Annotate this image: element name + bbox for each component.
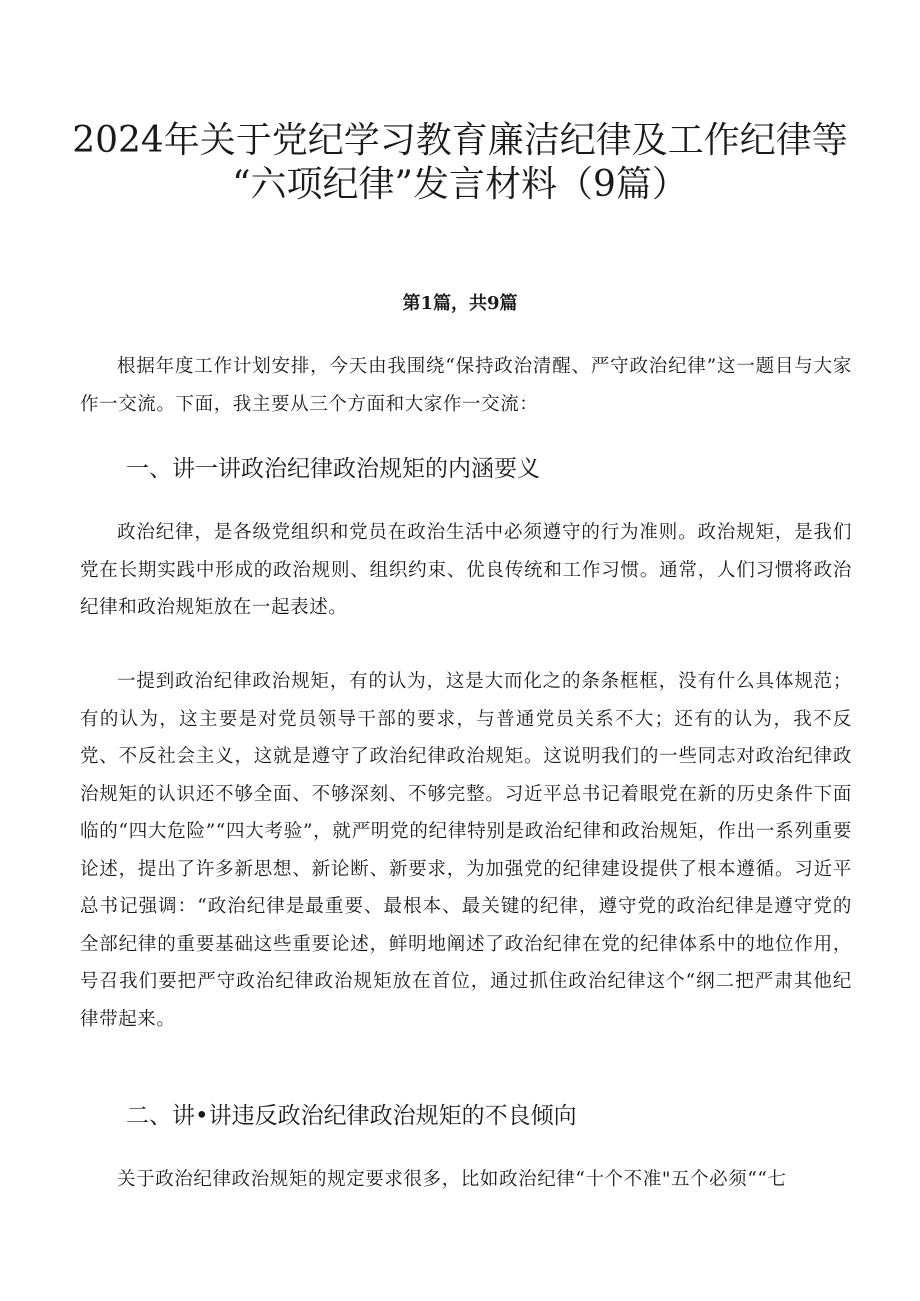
paragraph-discussion: 一提到政治纪律政治规矩，有的认为，这是大而化之的条条框框，没有什么具体规范；有的认为，这主要是对党员领导干部的要求，与普通党员关系不大；还有的认为，我不反党、不反社会主义，这就是遵守了政治纪律政治规矩。这说明我们的一些同志对政治纪律政治规矩的认识还不够全面、不够深刻、不够完整。习近平总书记着眼党在新的历史条件下面临的“四大危险”“四大考验”，就严明党的纪律特别是政治纪律和政治规矩，作出一系列重要论述，提出了许多新思想、新论断、新要求，为加强党的纪律建设提供了根本遵循。习近平总书记强调：“政治纪律是最重要、最根本、最关键的纪律，遵守党的政治纪律是遵守党的全部纪律的重要基础这些重要论述，鲜明地阐述了政治纪律在党的纪律体系中的地位作用，号召我们要把严守政治纪律政治规矩放在首位，通过抓住政治纪律这个“纲二把严肃其他纪律带起来。 bbox=[80, 671, 852, 1030]
document-title-line-2: “六项纪律”发言材料（9篇） bbox=[232, 164, 688, 205]
document-title-line-1: 2024年关于党纪学习教育廉洁纪律及工作纪律等 bbox=[72, 120, 848, 161]
paragraph-definition: 政治纪律，是各级党组织和党员在政治生活中必须遵守的行为准则。政治规矩，是我们党在长期实践中形成的政治规则、组织约束、优良传统和工作习惯。通常，人们习惯将政治纪律和政治规矩放在一起表述。 bbox=[80, 522, 852, 618]
paragraph-rules: 关于政治纪律政治规矩的规定要求很多，比如政治纪律“十个不准"五个必须““七 bbox=[117, 1169, 787, 1190]
paragraph-intro: 根据年度工作计划安排，今天由我围绕“保持政治清醒、严守政治纪律”这一题目与大家作一交流。下面，我主要从三个方面和大家作一交流： bbox=[80, 356, 852, 415]
section-heading-2: 二、讲•讲违反政治纪律政治规矩的不良倾向 bbox=[126, 1103, 577, 1129]
part-label: 第1篇，共9篇 bbox=[402, 293, 518, 314]
section-heading-1: 一、讲一讲政治纪律政治规矩的内涵要义 bbox=[126, 456, 540, 482]
